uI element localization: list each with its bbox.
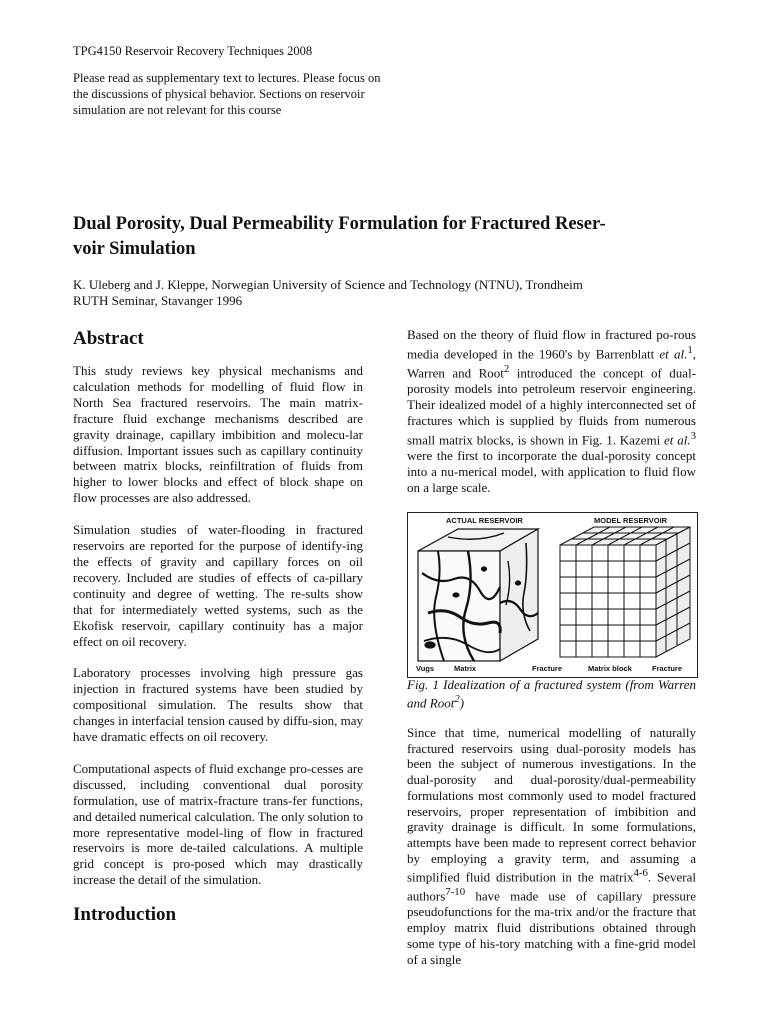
reading-note <box>73 70 413 118</box>
intro-paragraph-1 <box>407 327 696 496</box>
model-reservoir-grid <box>560 527 690 657</box>
abstract-heading: Abstract <box>73 328 144 349</box>
text-run: were the first to incorporate the dual-porosity concept into a nu-merical model, with application to fluid flow on a large scale. <box>407 448 696 496</box>
figure-caption-end: ) <box>459 695 465 711</box>
paper-title-line: voir Simulation <box>73 239 196 259</box>
figure-label-actual-reservoir: ACTUAL RESERVOIR <box>446 516 523 525</box>
introduction-heading: Introduction <box>73 904 177 926</box>
text-run: Based on the theory of fluid flow in fractured po-rous media developed in the 1960's by Barrenblatt <box>407 327 696 362</box>
figure-1-illustration <box>408 513 697 677</box>
reading-note-line: simulation are not relevant for this course <box>73 103 282 117</box>
figure-caption-text: Fig. 1 Idealization of a fractured system (from Warren and Root <box>407 677 696 711</box>
paper-title <box>73 212 693 262</box>
citation-number: 3 <box>690 430 696 443</box>
figure-1 <box>407 512 698 678</box>
text-run: Since that time, numerical modelling of naturally fractured reservoirs using dual-porosity models has been the subject of numerous investigations. In the dual-porosity and dual-porosity/dual-permeability formulations most commonly used to model fractured reservoirs, proper representation of imbibition and gravity drainage is difficult. In some formulations, attempts have been made to represent correct behavior by employing a gravity term, and assuming a simplified fluid distribution in the matrix <box>407 725 696 885</box>
figure-label-fracture-left: Fracture <box>532 664 563 673</box>
reading-note-line: Please read as supplementary text to lectures. Please focus on <box>73 71 381 85</box>
citation-number: 4-6 <box>633 867 648 880</box>
citation-number: 2 <box>503 363 510 376</box>
paper-title-line: Dual Porosity, Dual Permeability Formulation for Fractured Reser- <box>73 214 606 234</box>
abstract-paragraph: Laboratory processes involving high pressure gas injection in fractured systems have been studied by compositional simulation. The results show that changes in interfacial tension caused by diffu-sion, may have dramatic effects on oil recovery. <box>73 665 364 745</box>
seminar-line: RUTH Seminar, Stavanger 1996 <box>73 293 243 308</box>
text-run: , Warren and Root <box>407 346 696 381</box>
intro-paragraph-2 <box>407 725 696 967</box>
left-column <box>73 328 363 926</box>
citation-et-al: et al. <box>664 432 691 448</box>
figure-label-matrix-block: Matrix block <box>588 664 632 673</box>
citation-number: 1 <box>687 343 693 356</box>
text-run: introduced the concept of dual-porosity models into petroleum reservoir engineering. Their idealized model of a highly interconnected set of fractures which is supplied by fluids from numerous small matrix blocks, is shown in Fig. 1. Kazemi <box>407 365 697 448</box>
figure-label-matrix: Matrix <box>454 664 477 673</box>
figure-label-model-reservoir: MODEL RESERVOIR <box>594 516 668 525</box>
figure-label-fracture-right: Fracture <box>652 664 683 673</box>
figure-label-vugs: Vugs <box>416 664 435 673</box>
citation-et-al: et al. <box>659 346 688 362</box>
citation-number: 7-10 <box>445 886 466 899</box>
figure-caption <box>407 677 696 710</box>
abstract-paragraph: Simulation studies of water-flooding in fractured reservoirs are reported for the purpose of identify-ing the effects of gravity and capillary forces on oil recovery. Included are studies of effects of ca-pillary continuity and degree of wetting. The re-sults show that for intermediately wetted systems, such as the Ekofisk reservoir, capillary continuity has a major effect on oil recovery. <box>73 522 363 649</box>
reading-note-line: the discussions of physical behavior. Sections on reservoir <box>73 87 365 101</box>
text-run: . Several authors <box>407 869 696 904</box>
author-line: K. Uleberg and J. Kleppe, Norwegian University of Science and Technology (NTNU), Trondheim <box>73 277 583 292</box>
abstract-paragraph: Computational aspects of fluid exchange pro-cesses are discussed, including conventional dual porosity formulation, use of matrix-fracture trans-fer functions, and detailed numerical calculation. The only solution to more representative model-ling of flow in fractured reservoirs is more de-tailed calculations. A multiple grid concept is pro-posed which may drastically increase the detail of the simulation. <box>73 760 364 888</box>
citation-number: 2 <box>454 693 460 705</box>
abstract-paragraph: This study reviews key physical mechanisms and calculation methods for modelling of fluid flow in North Sea fractured reservoirs. The main matrix-fracture fluid exchange mechanisms described are gravity drainage, capillary imbibition and molecu-lar diffusion. Important issues such as capillary continuity between matrix blocks, reinfiltration of fluids from higher to lower blocks and effect of block shape on flow processes are also addressed. <box>73 363 363 506</box>
course-header: TPG4150 Reservoir Recovery Techniques 2008 <box>73 44 313 58</box>
text-run: have made use of capillary pressure pseudofunctions for the ma-trix and/or the fracture that employ matrix fluid distributions obtained through some type of his-tory matching with a fine-grid model of a single <box>407 888 696 967</box>
actual-reservoir-cube <box>418 529 538 661</box>
